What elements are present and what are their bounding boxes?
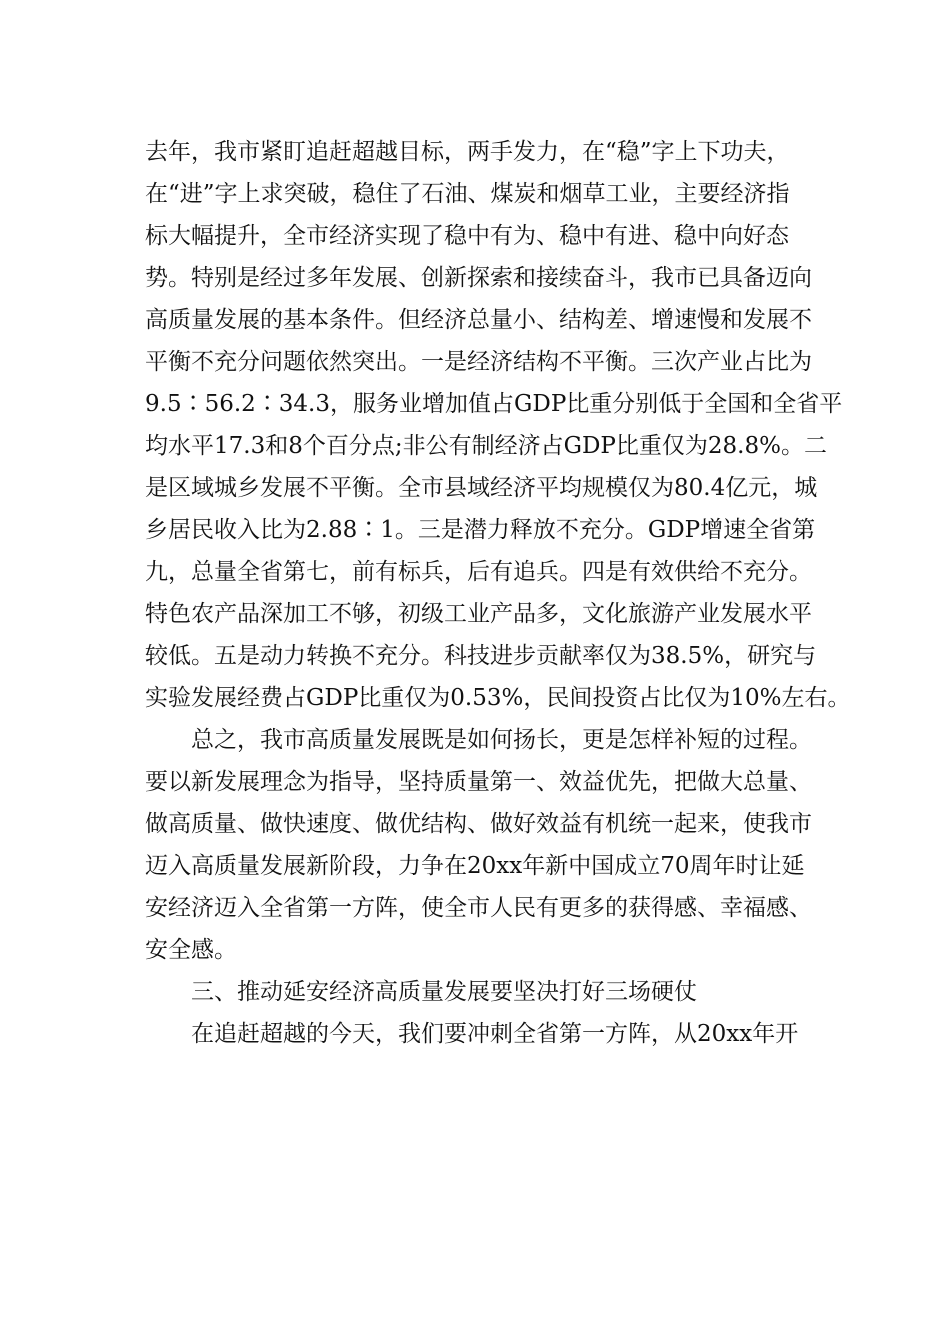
text-line: 在追赶超越的今天，我们要冲刺全省第一方阵，从20xx年开	[191, 1021, 799, 1047]
text-line: 平衡不充分问题依然突出。一是经济结构不平衡。三次产业占比为	[145, 349, 812, 375]
text-line: 较低。五是动力转换不充分。科技进步贡献率仅为38.5%，研究与	[145, 643, 817, 669]
text-line: 安经济迈入全省第一方阵，使全市人民有更多的获得感、幸福感、	[145, 895, 812, 921]
text-line: 要以新发展理念为指导，坚持质量第一、效益优先，把做大总量、	[145, 769, 812, 795]
paragraph-economic-situation	[145, 131, 851, 719]
text-line: 做高质量、做快速度、做优结构、做好效益有机统一起来，使我市	[145, 811, 812, 837]
text-line: 在“进”字上求突破，稳住了石油、煤炭和烟草工业，主要经济指	[145, 181, 790, 207]
text-line: 乡居民收入比为2.88∶1。三是潜力释放不充分。GDP增速全省第	[145, 517, 816, 543]
text-line: 九，总量全省第七，前有标兵，后有追兵。四是有效供给不充分。	[145, 559, 812, 585]
text-line: 总之，我市高质量发展既是如何扬长，更是怎样补短的过程。	[191, 727, 812, 753]
text-line: 9.5∶56.2∶34.3，服务业增加值占GDP比重分别低于全国和全省平	[145, 391, 843, 417]
section-heading-text: 三、推动延安经济高质量发展要坚决打好三场硬仗	[191, 979, 697, 1005]
text-line: 均水平17.3和8个百分点;非公有制经济占GDP比重仅为28.8%。二	[145, 433, 827, 459]
text-line: 迈入高质量发展新阶段，力争在20xx年新中国成立70周年时让延	[145, 853, 805, 879]
text-line: 高质量发展的基本条件。但经济总量小、结构差、增速慢和发展不	[145, 307, 812, 333]
text-line: 去年，我市紧盯追赶超越目标，两手发力，在“稳”字上下功夫，	[145, 139, 790, 165]
text-line: 实验发展经费占GDP比重仅为0.53%，民间投资占比仅为10%左右。	[145, 685, 851, 711]
text-line: 标大幅提升，全市经济实现了稳中有为、稳中有进、稳中向好态	[145, 223, 789, 249]
text-line: 势。特别是经过多年发展、创新探索和接续奋斗，我市已具备迈向	[145, 265, 812, 291]
text-line: 安全感。	[145, 937, 237, 963]
text-line: 特色农产品深加工不够，初级工业产品多，文化旅游产业发展水平	[145, 601, 812, 627]
text-line: 是区域城乡发展不平衡。全市县域经济平均规模仅为80.4亿元，城	[145, 475, 818, 501]
paragraph-summary	[145, 719, 815, 971]
section-heading	[145, 971, 815, 1013]
document-body	[145, 131, 851, 1055]
paragraph-catch-up	[145, 1013, 815, 1055]
